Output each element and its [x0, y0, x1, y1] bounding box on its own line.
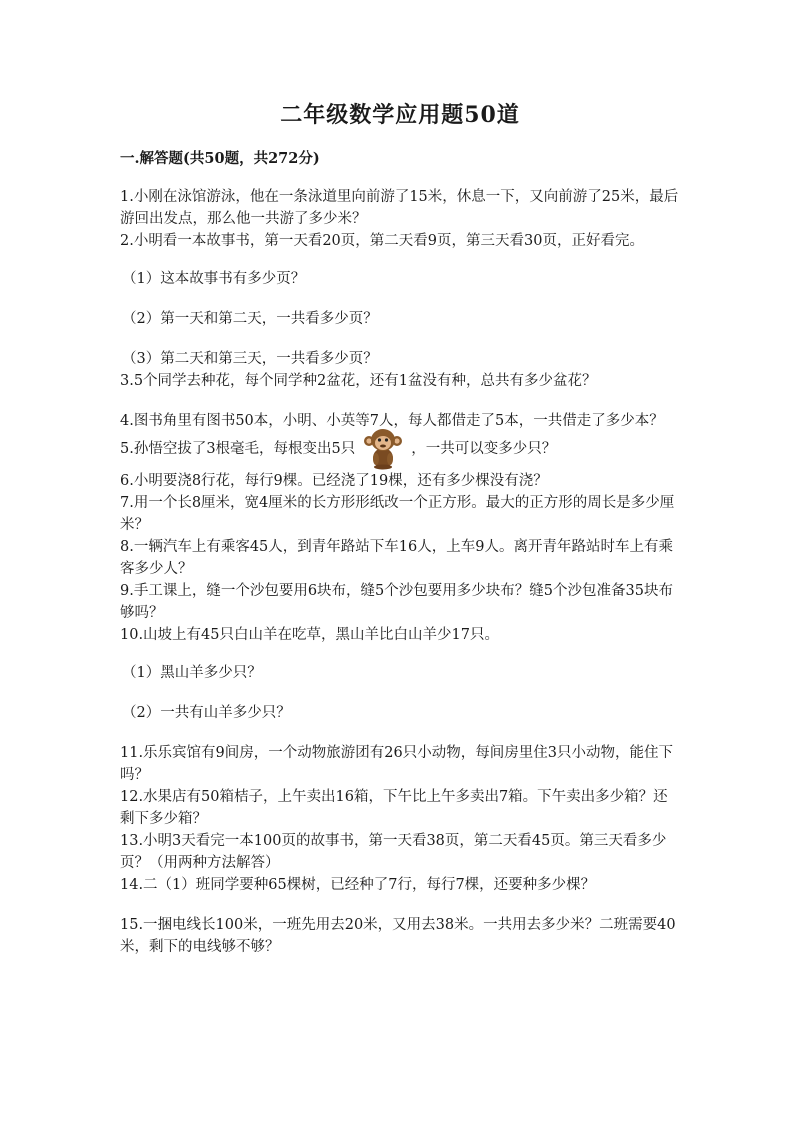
question-14: 14.二（1）班同学要种65棵树，已经种了7行，每行7棵，还要种多少棵？	[120, 877, 596, 893]
question-2-part-2: （2）第一天和第二天，一共看多少页？	[122, 311, 378, 327]
question-13: 13.小明3天看完一本100页的故事书，第一天看38页，第二天看45页。第三天看多少页？（用两种方法解答）	[120, 833, 667, 871]
monkey-icon	[361, 426, 405, 470]
question-7: 7.用一个长8厘米，宽4厘米的长方形形纸改一个正方形。最大的正方形的周长是多少厘米？	[120, 495, 675, 533]
question-5-text-a: 5.孙悟空拔了3根毫毛，每根变出5只	[120, 441, 356, 457]
question-5-text-b: ，一共可以变多少只？	[411, 441, 557, 457]
question-4: 4.图书角里有图书50本，小明、小英等7人，每人都借走了5本，一共借走了多少本？	[120, 413, 664, 429]
question-6: 6.小明要浇8行花，每行9棵。已经浇了19棵，还有多少棵没有浇？	[120, 473, 548, 489]
question-12: 12.水果店有50箱桔子，上午卖出16箱，下午比上午多卖出7箱。下午卖出多少箱？还剩下多少箱？	[120, 789, 668, 827]
question-15: 15.一捆电线长100米，一班先用去20米，又用去38米。一共用去多少米？二班需要40米，剩下的电线够不够？	[120, 917, 676, 955]
question-2-part-3: （3）第二天和第三天，一共看多少页？	[122, 351, 378, 367]
question-10: 10.山坡上有45只白山羊在吃草，黑山羊比白山羊少17只。	[120, 627, 499, 643]
page-title: 二年级数学应用题50道	[280, 102, 520, 128]
question-1: 1.小刚在泳馆游泳，他在一条泳道里向前游了15米，休息一下，又向前游了25米，最后游回出发点，那么他一共游了多少米？	[120, 189, 679, 227]
question-10-part-1: （1）黑山羊多少只？	[122, 665, 262, 681]
document-body	[120, 148, 680, 958]
section-heading: 一.解答题(共50题，共272分)	[120, 150, 320, 167]
question-10-part-2: （2）一共有山羊多少只？	[122, 705, 291, 721]
question-8: 8.一辆汽车上有乘客45人，到青年路站下车16人，上车9人。离开青年路站时车上有乘客多少人？	[120, 539, 673, 577]
question-2: 2.小明看一本故事书，第一天看20页，第二天看9页，第三天看30页，正好看完。	[120, 233, 644, 249]
question-5	[120, 438, 680, 460]
question-9: 9.手工课上，缝一个沙包要用6块布，缝5个沙包要用多少块布？缝5个沙包准备35块布够吗？	[120, 583, 673, 621]
question-2-part-1: （1）这本故事书有多少页？	[122, 271, 306, 287]
question-3: 3.5个同学去种花，每个同学种2盆花，还有1盆没有种，总共有多少盆花？	[120, 373, 597, 389]
question-11: 11.乐乐宾馆有9间房，一个动物旅游团有26只小动物，每间房里住3只小动物，能住下吗？	[120, 745, 673, 783]
